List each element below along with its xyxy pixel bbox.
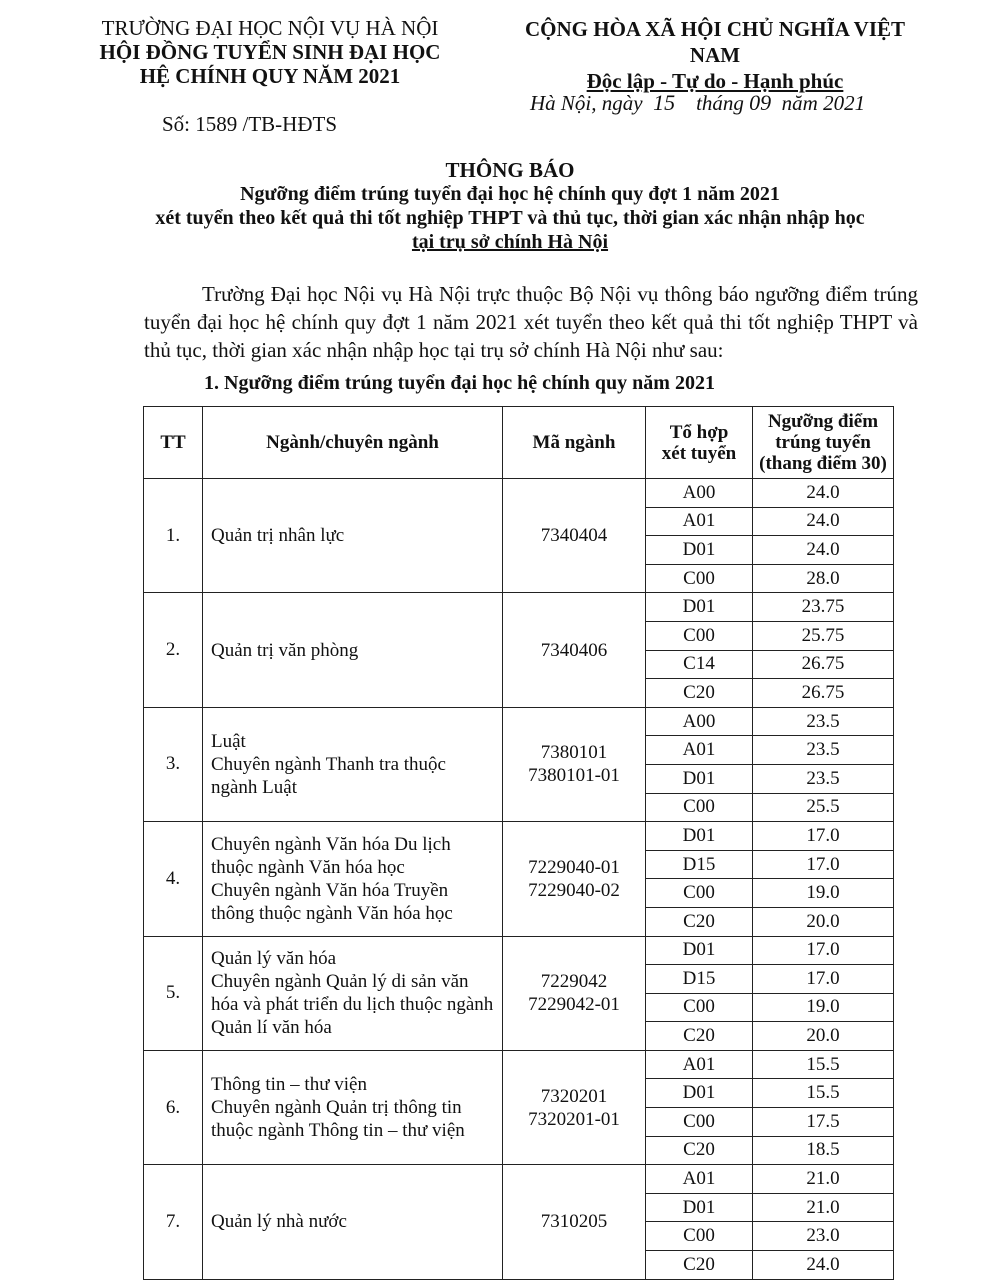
threshold-score: 26.75	[753, 650, 894, 679]
threshold-score: 15.5	[753, 1079, 894, 1108]
threshold-score: 23.0	[753, 1222, 894, 1251]
major-code: 7310205	[540, 1211, 608, 1233]
threshold-score: 25.5	[753, 793, 894, 822]
table-row	[144, 1050, 894, 1079]
major-name: Luật	[211, 730, 246, 752]
date-prefix: Hà Nội, ngày	[530, 91, 643, 115]
header-combination-line2: xét tuyển	[661, 442, 737, 464]
major-code-cell	[503, 707, 646, 821]
subject-combination: C20	[646, 1022, 753, 1051]
subject-combination: A01	[646, 736, 753, 765]
subject-combination: A01	[646, 507, 753, 536]
school-name: TRƯỜNG ĐẠI HỌC NỘI VỤ HÀ NỘI	[101, 16, 439, 40]
table-row	[144, 593, 894, 622]
council-name: HỘI ĐỒNG TUYỂN SINH ĐẠI HỌC	[99, 40, 441, 64]
subject-combination: D01	[646, 1193, 753, 1222]
major-code: 7229040-02	[528, 879, 620, 901]
table-row	[144, 707, 894, 736]
row-number: 1.	[144, 479, 203, 593]
major-code-cell	[503, 936, 646, 1050]
threshold-score: 20.0	[753, 1022, 894, 1051]
row-number: 2.	[144, 593, 203, 707]
council-subtitle: HỆ CHÍNH QUY NĂM 2021	[139, 64, 401, 88]
threshold-score: 17.0	[753, 850, 894, 879]
major-name-cell	[203, 707, 503, 821]
threshold-score: 25.75	[753, 621, 894, 650]
threshold-score: 20.0	[753, 907, 894, 936]
major-name: Chuyên ngành Văn hóa Du lịch thuộc ngành Văn hóa học	[211, 833, 451, 878]
subject-combination: C00	[646, 621, 753, 650]
major-name: Chuyên ngành Văn hóa Truyền thông thuộc ngành Văn hóa học	[211, 879, 453, 924]
major-name-cell	[203, 936, 503, 1050]
notice-subtitle-line-3: tại trụ sở chính Hà Nội	[411, 231, 609, 253]
subject-combination: C00	[646, 793, 753, 822]
subject-combination: D01	[646, 936, 753, 965]
major-name-cell	[203, 822, 503, 936]
header-tt: TT	[144, 407, 203, 479]
table-row	[144, 1165, 894, 1194]
row-number: 5.	[144, 936, 203, 1050]
notice-title-block	[100, 158, 920, 254]
major-name: Chuyên ngành Quản lý di sản văn hóa và phát triển du lịch thuộc ngành Quản lí văn hóa	[211, 971, 494, 1039]
date-year: năm 2021	[781, 91, 866, 115]
date-month-label: tháng	[696, 91, 744, 115]
major-code: 7320201	[540, 1085, 608, 1107]
major-name-cell	[203, 593, 503, 707]
threshold-score: 21.0	[753, 1165, 894, 1194]
subject-combination: A00	[646, 479, 753, 508]
document-number: Số: 1589 /TB-HĐTS	[162, 112, 338, 136]
national-title: CỘNG HÒA XÃ HỘI CHỦ NGHĨA VIỆT NAM	[525, 17, 905, 67]
subject-combination: C14	[646, 650, 753, 679]
threshold-score: 23.5	[753, 764, 894, 793]
threshold-score: 24.0	[753, 1251, 894, 1280]
major-name-cell	[203, 479, 503, 593]
table-row	[144, 936, 894, 965]
major-code-cell	[503, 822, 646, 936]
major-code-cell	[503, 479, 646, 593]
subject-combination: D01	[646, 593, 753, 622]
subject-combination: C00	[646, 879, 753, 908]
threshold-score: 24.0	[753, 479, 894, 508]
subject-combination: C20	[646, 1136, 753, 1165]
threshold-score: 24.0	[753, 507, 894, 536]
header-threshold-line2: trúng tuyển	[775, 432, 871, 453]
notice-subtitle-line-2: xét tuyển theo kết quả thi tốt nghiệp THPT và thủ tục, thời gian xác nhận nhập học	[155, 207, 865, 229]
date-month: 09	[749, 90, 772, 115]
threshold-score: 26.75	[753, 679, 894, 708]
major-code: 7380101-01	[528, 765, 620, 787]
header-threshold-line3: (thang điểm 30)	[759, 453, 887, 474]
threshold-score: 19.0	[753, 993, 894, 1022]
subject-combination: C00	[646, 993, 753, 1022]
table-row	[144, 822, 894, 851]
threshold-score: 19.0	[753, 879, 894, 908]
date-line	[530, 90, 865, 116]
subject-combination: D01	[646, 822, 753, 851]
major-name: Quản lý nhà nước	[211, 1211, 347, 1233]
threshold-score: 23.5	[753, 707, 894, 736]
major-code: 7340406	[540, 639, 608, 661]
notice-subtitle-line-1: Ngưỡng điểm trúng tuyển đại học hệ chính quy đợt 1 năm 2021	[240, 183, 780, 205]
threshold-score: 23.5	[753, 736, 894, 765]
national-motto: Độc lập - Tự do - Hạnh phúc	[586, 69, 844, 93]
table-row	[144, 479, 894, 508]
major-name-cell	[203, 1165, 503, 1279]
major-code-cell	[503, 1165, 646, 1279]
major-name: Quản trị nhân lực	[211, 525, 345, 547]
threshold-score: 28.0	[753, 564, 894, 593]
subject-combination: D15	[646, 850, 753, 879]
header-code: Mã ngành	[503, 407, 646, 479]
row-number: 7.	[144, 1165, 203, 1279]
major-code: 7229042	[540, 971, 608, 993]
major-name: Chuyên ngành Quản trị thông tin thuộc ngành Thông tin – thư viện	[211, 1097, 465, 1142]
header-major: Ngành/chuyên ngành	[203, 407, 503, 479]
major-name: Quản lý văn hóa	[211, 948, 337, 970]
row-number: 6.	[144, 1050, 203, 1164]
table-header-row	[144, 407, 894, 479]
threshold-score: 23.75	[753, 593, 894, 622]
row-number: 4.	[144, 822, 203, 936]
subject-combination: D01	[646, 536, 753, 565]
threshold-score: 21.0	[753, 1193, 894, 1222]
header-right-block	[500, 16, 930, 94]
major-code: 7340404	[540, 525, 608, 547]
section-heading: 1. Ngưỡng điểm trúng tuyển đại học hệ chính quy năm 2021	[204, 372, 715, 394]
header-combination	[646, 407, 753, 479]
threshold-score: 17.0	[753, 936, 894, 965]
threshold-score: 17.0	[753, 822, 894, 851]
major-code: 7380101	[540, 742, 608, 764]
subject-combination: C00	[646, 1222, 753, 1251]
table-body	[144, 479, 894, 1280]
major-name-cell	[203, 1050, 503, 1164]
row-number: 3.	[144, 707, 203, 821]
major-name: Quản trị văn phòng	[211, 639, 359, 661]
subject-combination: A01	[646, 1050, 753, 1079]
notice-title: THÔNG BÁO	[445, 158, 575, 182]
header-combination-line1: Tổ hợp	[669, 421, 729, 443]
major-name: Chuyên ngành Thanh tra thuộc ngành Luật	[211, 753, 446, 798]
subject-combination: C00	[646, 1108, 753, 1137]
subject-combination: C20	[646, 907, 753, 936]
threshold-score: 24.0	[753, 536, 894, 565]
subject-combination: D15	[646, 965, 753, 994]
threshold-score: 17.5	[753, 1108, 894, 1137]
major-code: 7320201-01	[528, 1108, 620, 1130]
admission-score-table	[143, 406, 894, 1280]
major-name: Thông tin – thư viện	[211, 1074, 367, 1096]
subject-combination: A01	[646, 1165, 753, 1194]
intro-paragraph: Trường Đại học Nội vụ Hà Nội trực thuộc Bộ Nội vụ thông báo ngưỡng điểm trúng tuyển đại học hệ chính quy đợt 1 năm 2021 xét tuyển theo kết quả thi tốt nghiệp THPT và thủ tục, thời gian xác nhận nhập học tại trụ sở chính Hà Nội như sau:	[144, 282, 918, 362]
subject-combination: C00	[646, 564, 753, 593]
subject-combination: D01	[646, 764, 753, 793]
major-code: 7229040-01	[528, 856, 620, 878]
header-threshold-line1: Ngưỡng điểm	[767, 411, 879, 432]
subject-combination: C20	[646, 679, 753, 708]
threshold-score: 17.0	[753, 965, 894, 994]
threshold-score: 15.5	[753, 1050, 894, 1079]
date-day: 15	[653, 90, 676, 115]
header-left-block	[90, 16, 450, 88]
major-code-cell	[503, 1050, 646, 1164]
major-code-cell	[503, 593, 646, 707]
threshold-score: 18.5	[753, 1136, 894, 1165]
subject-combination: C20	[646, 1251, 753, 1280]
major-code: 7229042-01	[528, 994, 620, 1016]
subject-combination: D01	[646, 1079, 753, 1108]
subject-combination: A00	[646, 707, 753, 736]
header-threshold	[753, 407, 894, 479]
